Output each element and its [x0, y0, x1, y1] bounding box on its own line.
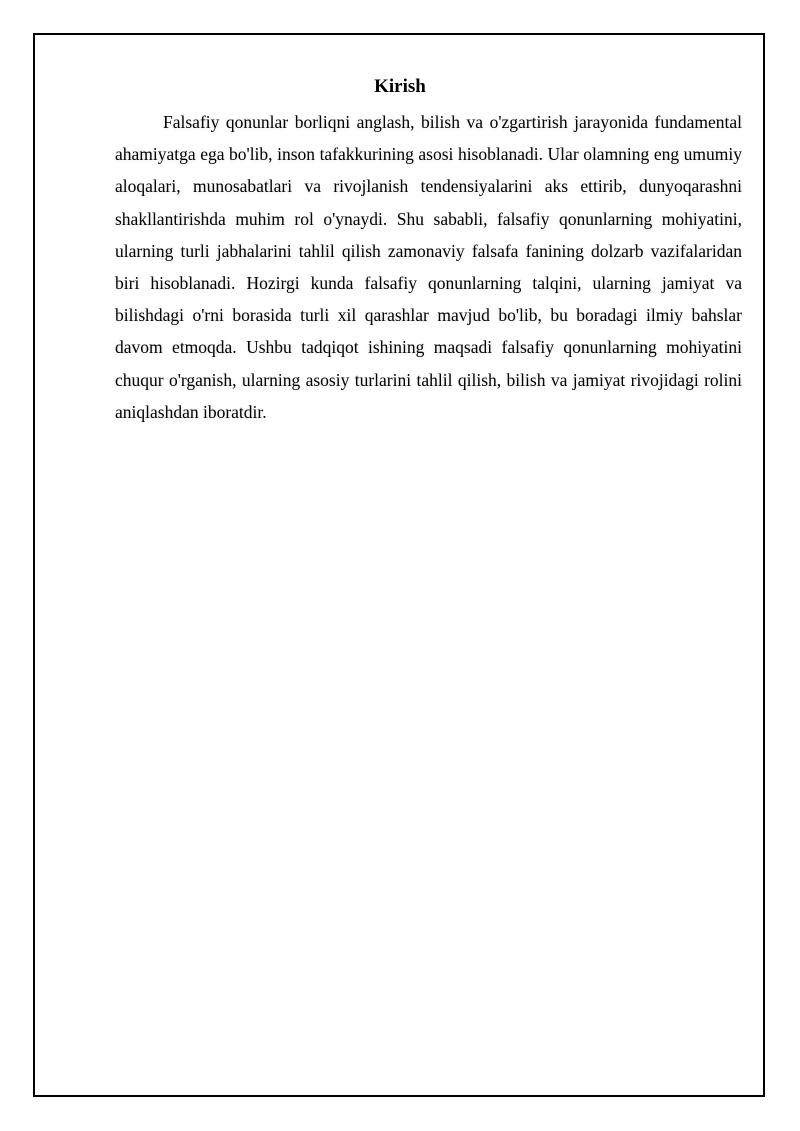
- intro-paragraph: Falsafiy qonunlar borliqni anglash, bilish va o'zgartirish jarayonida fundamental ahamiyatga ega bo'lib, inson tafakkurining asosi hisoblanadi. Ular olamning eng umumiy aloqalari, munosabatlari va rivojlanish tendensiyalarini aks ettirib, dunyoqarashni shakllantirishda muhim rol o'ynaydi. Shu sababli, falsafiy qonunlarning mohiyatini, ularning turli jabhalarini tahlil qilish zamonaviy falsafa fanining dolzarb vazifalaridan biri hisoblanadi. Hozirgi kunda falsafiy qonunlarning talqini, ularning jamiyat va bilishdagi o'rni borasida turli xil qarashlar mavjud bo'lib, bu boradagi ilmiy bahslar davom etmoqda. Ushbu tadqiqot ishining maqsadi falsafiy qonunlarning mohiyatini chuqur o'rganish, ularning asosiy turlarini tahlil qilish, bilish va jamiyat rivojidagi rolini aniqlashdan iboratdir.: [115, 112, 742, 422]
- section-heading: Kirish: [374, 76, 426, 97]
